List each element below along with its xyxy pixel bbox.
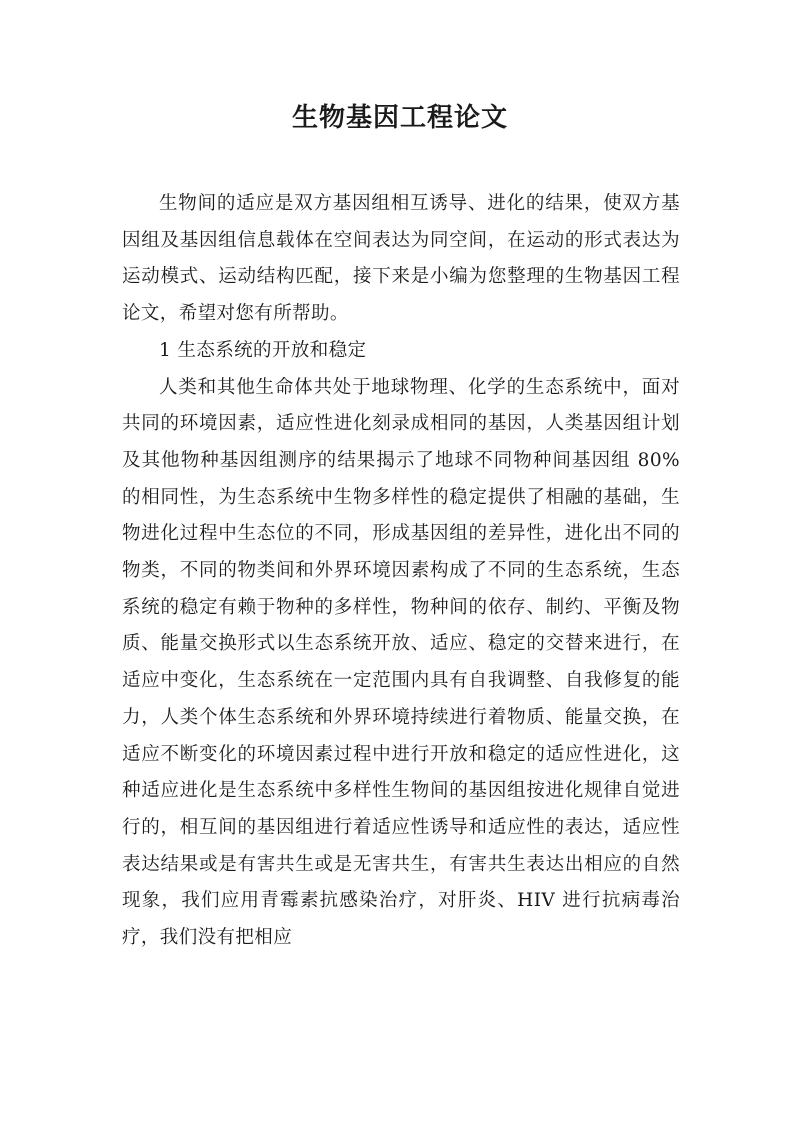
intro-paragraph: 生物间的适应是双方基因组相互诱导、进化的结果，使双方基因组及基因组信息载体在空间表达为同空间，在运动的形式表达为运动模式、运动结构匹配，接下来是小编为您整理的生物基因工程论文，希望对您有所帮助。 [122, 193, 680, 325]
document-title: 生物基因工程论文 [291, 103, 508, 133]
section-paragraph: 人类和其他生命体共处于地球物理、化学的生态系统中，面对共同的环境因素，适应性进化刻录成相同的基因，人类基因组计划及其他物种基因组测序的结果揭示了地球不同物种间基因组 80%的相同性，为生态系统中生物多样性的稳定提供了相融的基础，生物进化过程中生态位的不同，形成基因组的差异性，进化出不同的物类，不同的物类间和外界环境因素构成了不同的生态系统，生态系统的稳定有赖于物种的多样性，物种间的依存、制约、平衡及物质、能量交换形式以生态系统开放、适应、稳定的交替来进行，在适应中变化，生态系统在一定范围内具有自我调整、自我修复的能力，人类个体生态系统和外界环境持续进行着物质、能量交换，在适应不断变化的环境因素过程中进行开放和稳定的适应性进化，这种适应进化是生态系统中多样性生物间的基因组按进化规律自觉进行的，相互间的基因组进行着适应性诱导和适应性的表达，适应性表达结果或是有害共生或是无害共生，有害共生表达出相应的自然现象，我们应用青霉素抗感染治疗，对肝炎、HIV 进行抗病毒治疗，我们没有把相应 [122, 376, 680, 949]
section-heading: 1 生态系统的开放和稳定 [159, 339, 367, 361]
document-body [122, 186, 680, 957]
